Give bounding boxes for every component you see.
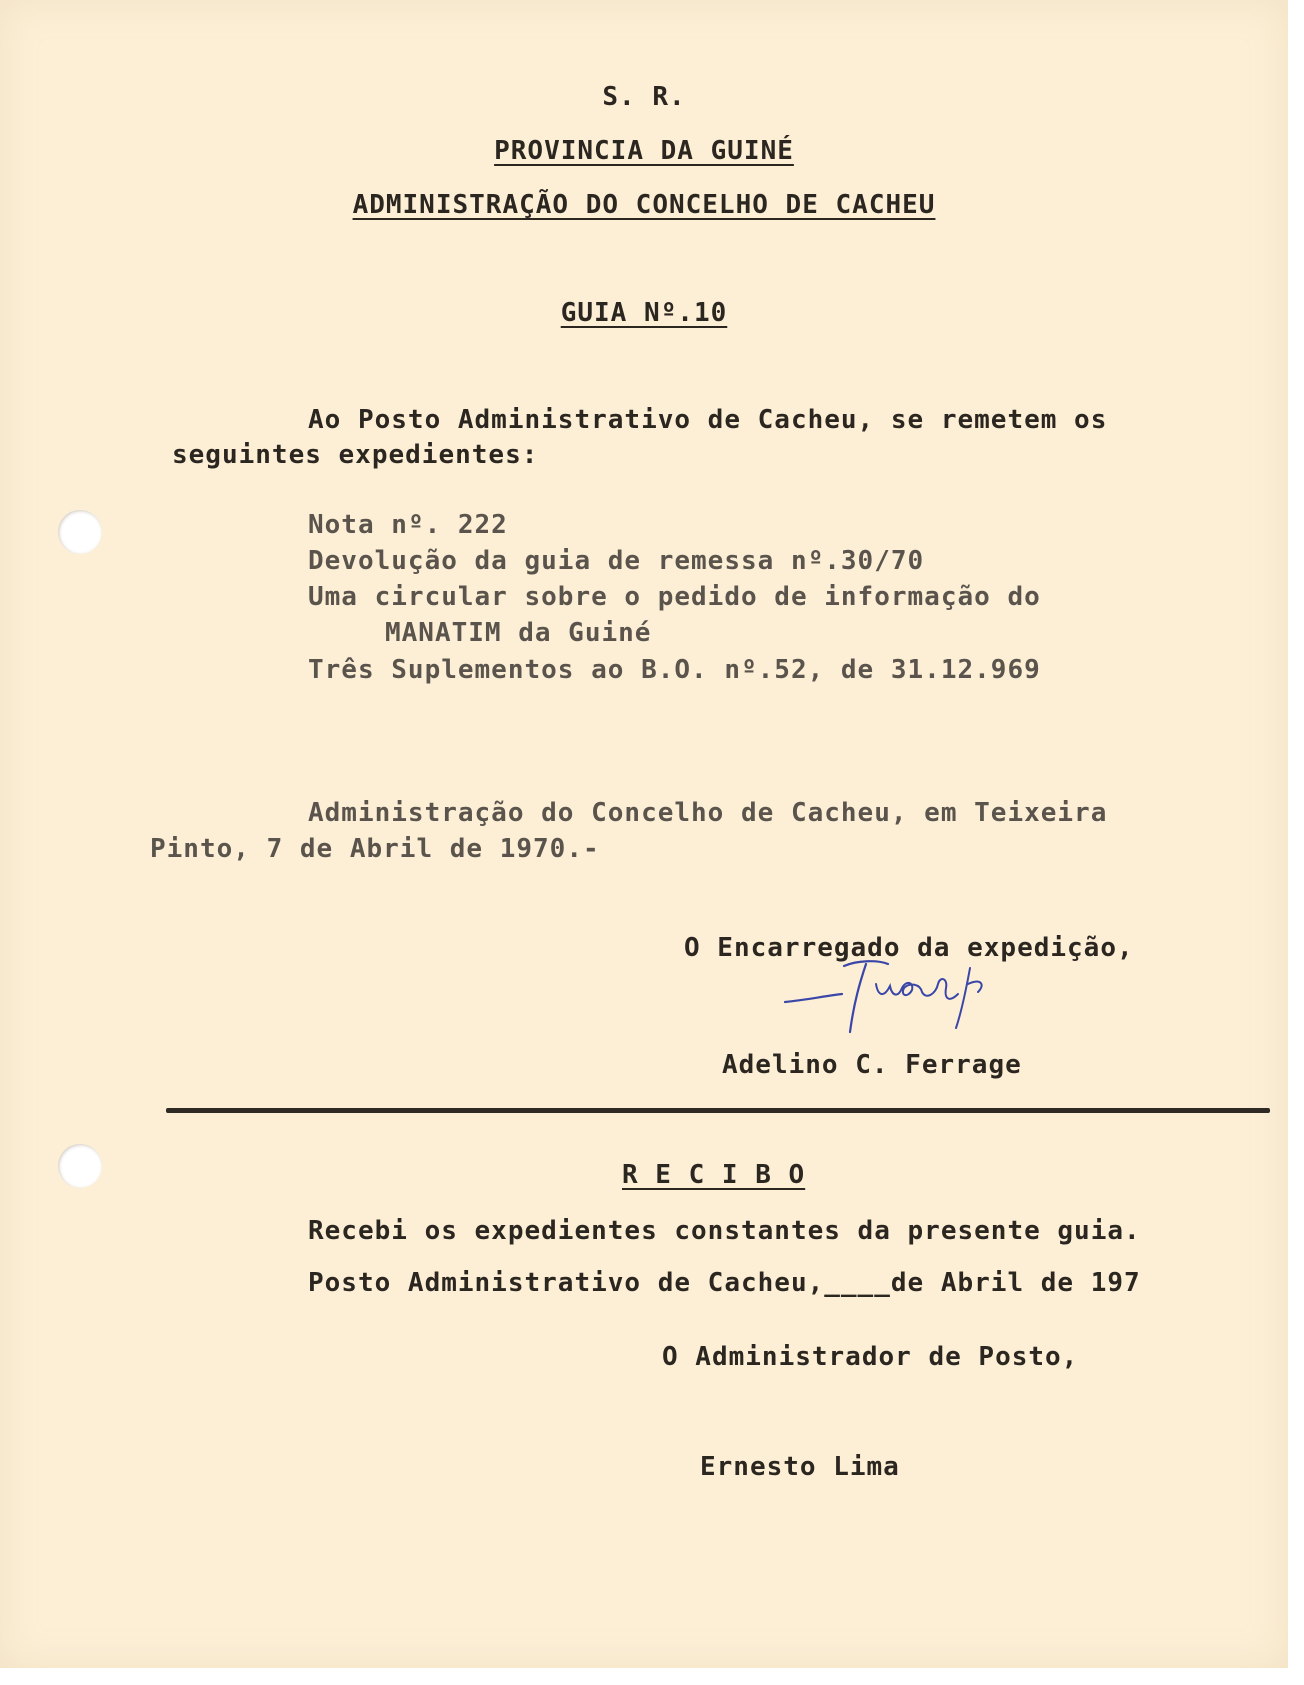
dateline-line-2: Pinto, 7 de Abril de 1970.-: [150, 834, 600, 864]
header-administration: ADMINISTRAÇÃO DO CONCELHO DE CACHEU: [352, 190, 936, 220]
punch-hole-bottom: [58, 1144, 102, 1188]
handwritten-signature: [780, 950, 1020, 1040]
guide-title: GUIA Nº.10: [560, 298, 728, 328]
item-nota: Nota nº. 222: [308, 510, 508, 540]
sender-name: Adelino C. Ferrage: [722, 1050, 1022, 1080]
intro-line-1: Ao Posto Administrativo de Cacheu, se remetem os: [308, 405, 1108, 435]
item-circular-line-2: MANATIM da Guiné: [385, 618, 652, 648]
receipt-role: O Administrador de Posto,: [662, 1342, 1079, 1372]
receipt-line-1: Recebi os expedientes constantes da presente guia.: [308, 1216, 1141, 1246]
punch-hole-top: [58, 510, 102, 554]
header-sr: S. R.: [602, 82, 686, 112]
scan-margin-right: [1288, 0, 1304, 1685]
receipt-line-2: Posto Administrativo de Cacheu,____de Abril de 197: [308, 1268, 1141, 1298]
receipt-title: R E C I B O: [622, 1160, 806, 1190]
receipt-name: Ernesto Lima: [700, 1452, 900, 1482]
item-devolucao: Devolução da guia de remessa nº.30/70: [308, 546, 925, 576]
separator-line: [166, 1108, 1270, 1113]
item-circular-line-1: Uma circular sobre o pedido de informação do: [308, 582, 1041, 612]
sender-role: O Encarregado da expedição,: [684, 933, 1134, 963]
item-suplementos: Três Suplementos ao B.O. nº.52, de 31.12.969: [308, 655, 1041, 685]
header-province: PROVINCIA DA GUINÉ: [494, 136, 794, 166]
dateline-line-1: Administração do Concelho de Cacheu, em Teixeira: [308, 798, 1108, 828]
scan-margin-bottom: [0, 1668, 1304, 1685]
intro-line-2: seguintes expedientes:: [172, 440, 539, 470]
